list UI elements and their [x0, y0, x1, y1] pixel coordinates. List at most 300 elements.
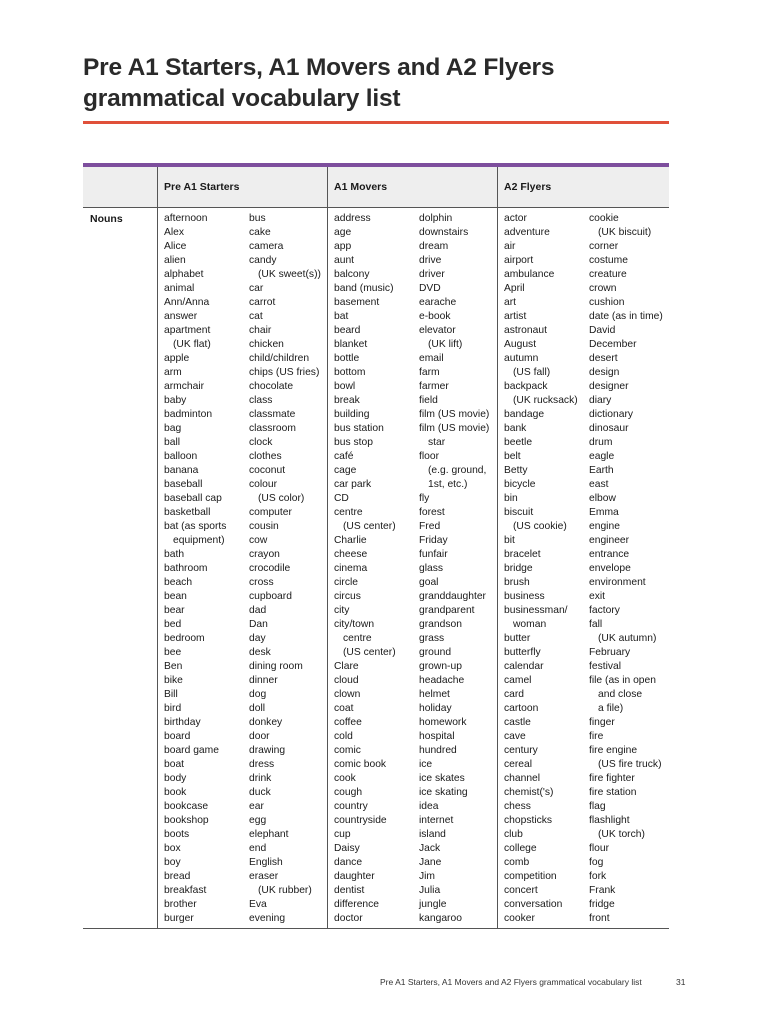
vocab-word: ice skates: [419, 773, 465, 784]
vocab-word: candy: [249, 255, 277, 266]
vocab-word: bank: [504, 423, 527, 434]
vocab-word: engine: [589, 521, 620, 532]
vocab-word: envelope: [589, 563, 631, 574]
vocab-word: engineer: [589, 535, 630, 546]
vocab-word: Ann/Anna: [164, 297, 210, 308]
vocab-word: circle: [334, 577, 359, 588]
vocab-word: ice: [419, 759, 433, 770]
vocab-word: (US cookie): [513, 521, 567, 532]
vocab-word: glass: [419, 563, 444, 574]
vocab-word: century: [504, 745, 538, 756]
vocab-word: (US fire truck): [598, 759, 662, 770]
vocab-word: cinema: [334, 563, 368, 574]
vocab-word: equipment): [173, 535, 225, 546]
vocab-word: earache: [419, 297, 457, 308]
vocab-word: app: [334, 241, 352, 252]
vocab-word: balcony: [334, 269, 370, 280]
vocab-word: DVD: [419, 283, 441, 294]
page-number: 31: [676, 977, 686, 987]
vocab-word: camel: [504, 675, 532, 686]
vocab-word: chicken: [249, 339, 284, 350]
vocab-word: (US fall): [513, 367, 551, 378]
starters-column-1: [164, 212, 226, 926]
vocab-word: break: [334, 395, 360, 406]
vocab-word: colour: [249, 479, 278, 490]
vocab-word: dictionary: [589, 409, 634, 420]
vocab-word: birthday: [164, 717, 201, 728]
vocab-word: (US center): [343, 647, 396, 658]
vocab-word: cow: [249, 535, 268, 546]
vocab-word: email: [419, 353, 444, 364]
vocab-word: fire: [589, 731, 604, 742]
vocab-word: badminton: [164, 409, 213, 420]
vocab-word: cross: [249, 577, 274, 588]
vocab-word: comic: [334, 745, 361, 756]
vocab-word: bridge: [504, 563, 533, 574]
vocab-word: east: [589, 479, 609, 490]
vocab-word: bicycle: [504, 479, 536, 490]
vocab-word: grandson: [419, 619, 462, 630]
vocab-word: comic book: [334, 759, 387, 770]
vocab-word: brother: [164, 899, 197, 910]
vocab-word: Dan: [249, 619, 268, 630]
vocab-word: crocodile: [249, 563, 291, 574]
vocab-word: balloon: [164, 451, 198, 462]
vocab-word: film (US movie): [419, 409, 490, 420]
vocab-word: (UK sweet(s)): [258, 269, 321, 280]
movers-column-1: [334, 212, 396, 926]
vocab-word: actor: [504, 213, 527, 224]
vocab-word: fork: [589, 871, 607, 882]
vocab-word: eraser: [249, 871, 279, 882]
vocab-word: box: [164, 843, 181, 854]
vocab-word: e-book: [419, 311, 451, 322]
footer-text: Pre A1 Starters, A1 Movers and A2 Flyers grammatical vocabulary list: [380, 977, 642, 987]
vocab-word: donkey: [249, 717, 283, 728]
vocab-word: flashlight: [589, 815, 630, 826]
vocab-word: homework: [419, 717, 467, 728]
vocab-word: ambulance: [504, 269, 555, 280]
vocab-word: basketball: [164, 507, 211, 518]
vocab-word: cheese: [334, 549, 368, 560]
header-a1-movers: A1 Movers: [334, 181, 388, 193]
vocab-word: downstairs: [419, 227, 469, 238]
vocab-word: book: [164, 787, 187, 798]
vocab-word: comb: [504, 857, 530, 868]
page-title: [83, 52, 683, 114]
vocab-word: dance: [334, 857, 363, 868]
vocab-word: college: [504, 843, 537, 854]
vocab-word: Jane: [419, 857, 442, 868]
vocab-word: ice skating: [419, 787, 468, 798]
vocab-word: elephant: [249, 829, 289, 840]
vocab-word: entrance: [589, 549, 630, 560]
vocab-word: cold: [334, 731, 353, 742]
vocab-word: ear: [249, 801, 264, 812]
vocab-word: cookie: [589, 213, 619, 224]
vocab-word: Alex: [164, 227, 185, 238]
vocabulary-table: [83, 163, 669, 929]
vocab-word: diary: [589, 395, 612, 406]
vocab-word: bottle: [334, 353, 360, 364]
vocab-word: adventure: [504, 227, 550, 238]
vocab-word: fire fighter: [589, 773, 635, 784]
vocab-word: fog: [589, 857, 604, 868]
vocab-word: baseball: [164, 479, 203, 490]
vocab-word: floor: [419, 451, 440, 462]
vocab-word: biscuit: [504, 507, 534, 518]
vocab-word: bracelet: [504, 549, 541, 560]
vocab-word: (UK autumn): [598, 633, 657, 644]
vocab-word: cloud: [334, 675, 359, 686]
vocab-word: flag: [589, 801, 606, 812]
vocab-word: address: [334, 213, 371, 224]
vocab-word: cushion: [589, 297, 625, 308]
vocab-word: drink: [249, 773, 272, 784]
vocab-word: elbow: [589, 493, 616, 504]
vocab-word: Earth: [589, 465, 614, 476]
vocab-word: field: [419, 395, 438, 406]
vocab-word: bin: [504, 493, 518, 504]
column-divider: [327, 167, 328, 929]
vocab-word: English: [249, 857, 283, 868]
vocab-word: forest: [419, 507, 445, 518]
vocab-word: astronaut: [504, 325, 547, 336]
vocab-word: bit: [504, 535, 515, 546]
vocab-word: 1st, etc.): [428, 479, 468, 490]
vocab-word: eagle: [589, 451, 615, 462]
vocab-word: competition: [504, 871, 557, 882]
vocab-word: apartment: [164, 325, 211, 336]
vocab-word: elevator: [419, 325, 456, 336]
flyers-column-2: [589, 212, 663, 926]
vocab-word: butter: [504, 633, 531, 644]
vocab-word: belt: [504, 451, 521, 462]
vocab-word: alien: [164, 255, 186, 266]
vocab-word: camera: [249, 241, 284, 252]
vocab-word: airport: [504, 255, 534, 266]
vocab-word: festival: [589, 661, 622, 672]
vocab-word: Jim: [419, 871, 436, 882]
vocab-word: classroom: [249, 423, 296, 434]
vocab-word: club: [504, 829, 523, 840]
vocab-word: (UK lift): [428, 339, 463, 350]
vocab-word: grass: [419, 633, 445, 644]
vocab-word: design: [589, 367, 620, 378]
vocab-word: creature: [589, 269, 627, 280]
vocab-word: card: [504, 689, 525, 700]
vocab-word: business: [504, 591, 545, 602]
vocab-word: grandparent: [419, 605, 475, 616]
vocab-word: dentist: [334, 885, 365, 896]
vocab-word: businessman/: [504, 605, 568, 616]
vocab-word: banana: [164, 465, 199, 476]
vocab-word: backpack: [504, 381, 548, 392]
vocab-word: burger: [164, 913, 194, 924]
vocab-word: a file): [598, 703, 624, 714]
vocab-word: Charlie: [334, 535, 367, 546]
vocab-word: child/children: [249, 353, 310, 364]
vocab-word: doll: [249, 703, 266, 714]
vocab-word: bat: [334, 311, 349, 322]
vocab-word: Alice: [164, 241, 187, 252]
vocab-word: calendar: [504, 661, 544, 672]
vocab-word: file (as in open: [589, 675, 656, 686]
vocab-word: ball: [164, 437, 181, 448]
vocab-word: driver: [419, 269, 445, 280]
vocab-word: cup: [334, 829, 351, 840]
vocab-word: bowl: [334, 381, 356, 392]
header-divider: [83, 207, 669, 208]
vocab-word: centre: [334, 507, 363, 518]
vocab-word: dream: [419, 241, 449, 252]
vocab-word: beard: [334, 325, 361, 336]
vocab-word: fall: [589, 619, 603, 630]
vocab-word: beach: [164, 577, 193, 588]
vocab-word: fly: [419, 493, 430, 504]
vocab-word: woman: [513, 619, 547, 630]
vocab-word: cough: [334, 787, 363, 798]
vocab-word: clothes: [249, 451, 282, 462]
vocab-word: channel: [504, 773, 541, 784]
vocab-word: answer: [164, 311, 198, 322]
vocab-word: clown: [334, 689, 361, 700]
vocab-word: farmer: [419, 381, 449, 392]
vocab-word: building: [334, 409, 370, 420]
vocab-word: chopsticks: [504, 815, 553, 826]
vocab-word: (UK flat): [173, 339, 211, 350]
vocab-word: December: [589, 339, 637, 350]
vocab-word: and close: [598, 689, 643, 700]
vocab-word: chess: [504, 801, 531, 812]
vocab-word: age: [334, 227, 352, 238]
vocab-word: (UK biscuit): [598, 227, 652, 238]
vocab-word: bee: [164, 647, 182, 658]
vocab-word: cave: [504, 731, 526, 742]
vocab-word: class: [249, 395, 273, 406]
vocab-word: kangaroo: [419, 913, 462, 924]
vocab-word: apple: [164, 353, 190, 364]
vocab-word: computer: [249, 507, 292, 518]
vocab-word: headache: [419, 675, 465, 686]
vocab-word: Frank: [589, 885, 616, 896]
vocab-word: end: [249, 843, 267, 854]
vocab-word: cousin: [249, 521, 279, 532]
vocab-word: egg: [249, 815, 267, 826]
vocab-word: arm: [164, 367, 182, 378]
vocab-word: chips (US fries): [249, 367, 320, 378]
vocab-word: crayon: [249, 549, 280, 560]
vocab-word: chair: [249, 325, 272, 336]
vocab-word: board: [164, 731, 191, 742]
vocab-word: cat: [249, 311, 263, 322]
vocab-word: star: [428, 437, 446, 448]
vocab-word: cupboard: [249, 591, 292, 602]
vocab-word: idea: [419, 801, 439, 812]
vocab-word: February: [589, 647, 631, 658]
vocab-word: grown-up: [419, 661, 462, 672]
vocab-word: date (as in time): [589, 311, 663, 322]
vocab-word: (UK rucksack): [513, 395, 578, 406]
vocab-word: island: [419, 829, 446, 840]
movers-column-2: [419, 212, 489, 926]
vocab-word: (US color): [258, 493, 305, 504]
vocab-word: carrot: [249, 297, 276, 308]
vocab-word: baseball cap: [164, 493, 222, 504]
vocab-word: hospital: [419, 731, 455, 742]
title-underline: [83, 121, 669, 124]
vocab-word: (US center): [343, 521, 396, 532]
vocab-word: desert: [589, 353, 618, 364]
vocab-word: desk: [249, 647, 271, 658]
vocab-word: bus stop: [334, 437, 373, 448]
column-divider: [497, 167, 498, 929]
vocab-word: helmet: [419, 689, 450, 700]
vocab-word: August: [504, 339, 537, 350]
vocab-word: bear: [164, 605, 185, 616]
vocab-word: brush: [504, 577, 530, 588]
vocab-word: corner: [589, 241, 619, 252]
vocab-word: art: [504, 297, 517, 308]
vocab-word: drum: [589, 437, 613, 448]
vocab-word: car: [249, 283, 264, 294]
vocab-word: bike: [164, 675, 183, 686]
vocab-word: exit: [589, 591, 606, 602]
vocab-word: chemist('s): [504, 787, 554, 798]
vocab-word: bookcase: [164, 801, 209, 812]
vocab-word: fire engine: [589, 745, 638, 756]
vocab-word: coffee: [334, 717, 362, 728]
vocab-word: hundred: [419, 745, 457, 756]
vocab-word: bottom: [334, 367, 366, 378]
vocab-word: Betty: [504, 465, 528, 476]
vocab-word: door: [249, 731, 270, 742]
vocab-word: city: [334, 605, 350, 616]
vocab-word: boat: [164, 759, 185, 770]
vocab-word: countryside: [334, 815, 387, 826]
vocab-word: fire station: [589, 787, 637, 798]
vocab-word: bathroom: [164, 563, 208, 574]
vocab-word: basement: [334, 297, 380, 308]
vocab-word: bag: [164, 423, 182, 434]
vocab-word: difference: [334, 899, 380, 910]
vocab-word: designer: [589, 381, 629, 392]
vocab-word: Ben: [164, 661, 183, 672]
starters-column-2: [249, 212, 321, 926]
vocab-word: artist: [504, 311, 527, 322]
vocab-word: conversation: [504, 899, 563, 910]
vocab-word: country: [334, 801, 368, 812]
vocab-word: film (US movie): [419, 423, 490, 434]
vocab-word: finger: [589, 717, 615, 728]
vocab-word: daughter: [334, 871, 375, 882]
vocab-word: Julia: [419, 885, 441, 896]
vocab-word: boots: [164, 829, 190, 840]
header-a2-flyers: A2 Flyers: [504, 181, 552, 193]
vocab-word: Daisy: [334, 843, 360, 854]
vocab-word: butterfly: [504, 647, 541, 658]
vocab-word: cage: [334, 465, 357, 476]
vocab-word: classmate: [249, 409, 296, 420]
vocab-word: blanket: [334, 339, 368, 350]
vocab-word: alphabet: [164, 269, 204, 280]
vocab-word: crown: [589, 283, 617, 294]
vocab-word: castle: [504, 717, 531, 728]
vocab-word: cake: [249, 227, 271, 238]
vocab-word: CD: [334, 493, 349, 504]
vocab-word: day: [249, 633, 266, 644]
vocab-word: air: [504, 241, 516, 252]
vocab-word: holiday: [419, 703, 452, 714]
vocab-word: Bill: [164, 689, 178, 700]
vocab-word: fridge: [589, 899, 615, 910]
vocab-word: breakfast: [164, 885, 207, 896]
vocab-word: dog: [249, 689, 267, 700]
vocab-word: Eva: [249, 899, 267, 910]
vocab-word: bandage: [504, 409, 545, 420]
vocab-word: doctor: [334, 913, 363, 924]
vocab-word: (UK rubber): [258, 885, 312, 896]
vocab-word: concert: [504, 885, 538, 896]
vocab-word: cooker: [504, 913, 535, 924]
vocab-word: autumn: [504, 353, 539, 364]
vocab-word: dinner: [249, 675, 278, 686]
vocab-word: environment: [589, 577, 646, 588]
vocab-word: armchair: [164, 381, 205, 392]
vocab-word: factory: [589, 605, 620, 616]
flyers-column-1: [504, 212, 578, 926]
vocab-word: April: [504, 283, 525, 294]
vocab-word: front: [589, 913, 610, 924]
vocab-word: Jack: [419, 843, 441, 854]
vocab-word: body: [164, 773, 187, 784]
table-bottom-rule: [83, 928, 669, 929]
vocab-word: bus: [249, 213, 266, 224]
vocab-word: drawing: [249, 745, 286, 756]
vocab-word: goal: [419, 577, 439, 588]
vocab-word: bat (as sports: [164, 521, 227, 532]
vocab-word: duck: [249, 787, 271, 798]
vocab-word: café: [334, 451, 354, 462]
vocab-word: bath: [164, 549, 185, 560]
vocab-word: dolphin: [419, 213, 453, 224]
vocab-word: board game: [164, 745, 219, 756]
vocab-word: band (music): [334, 283, 394, 294]
vocab-word: dad: [249, 605, 267, 616]
row-label-nouns: Nouns: [90, 213, 123, 225]
vocab-word: centre: [343, 633, 372, 644]
vocab-word: Friday: [419, 535, 448, 546]
vocab-word: drive: [419, 255, 442, 266]
vocab-word: dress: [249, 759, 275, 770]
vocab-word: coconut: [249, 465, 286, 476]
vocab-word: funfair: [419, 549, 448, 560]
vocab-word: costume: [589, 255, 628, 266]
vocab-word: city/town: [334, 619, 375, 630]
column-divider: [157, 167, 158, 929]
vocab-word: chocolate: [249, 381, 294, 392]
vocab-word: bookshop: [164, 815, 209, 826]
title-line-1: Pre A1 Starters, A1 Movers and A2 Flyers: [83, 54, 555, 81]
title-line-2: grammatical vocabulary list: [83, 85, 401, 112]
vocab-word: bean: [164, 591, 187, 602]
vocab-word: dining room: [249, 661, 303, 672]
vocab-word: farm: [419, 367, 440, 378]
vocab-word: beetle: [504, 437, 533, 448]
vocab-word: (e.g. ground,: [428, 465, 487, 476]
vocab-word: afternoon: [164, 213, 208, 224]
vocab-word: coat: [334, 703, 354, 714]
